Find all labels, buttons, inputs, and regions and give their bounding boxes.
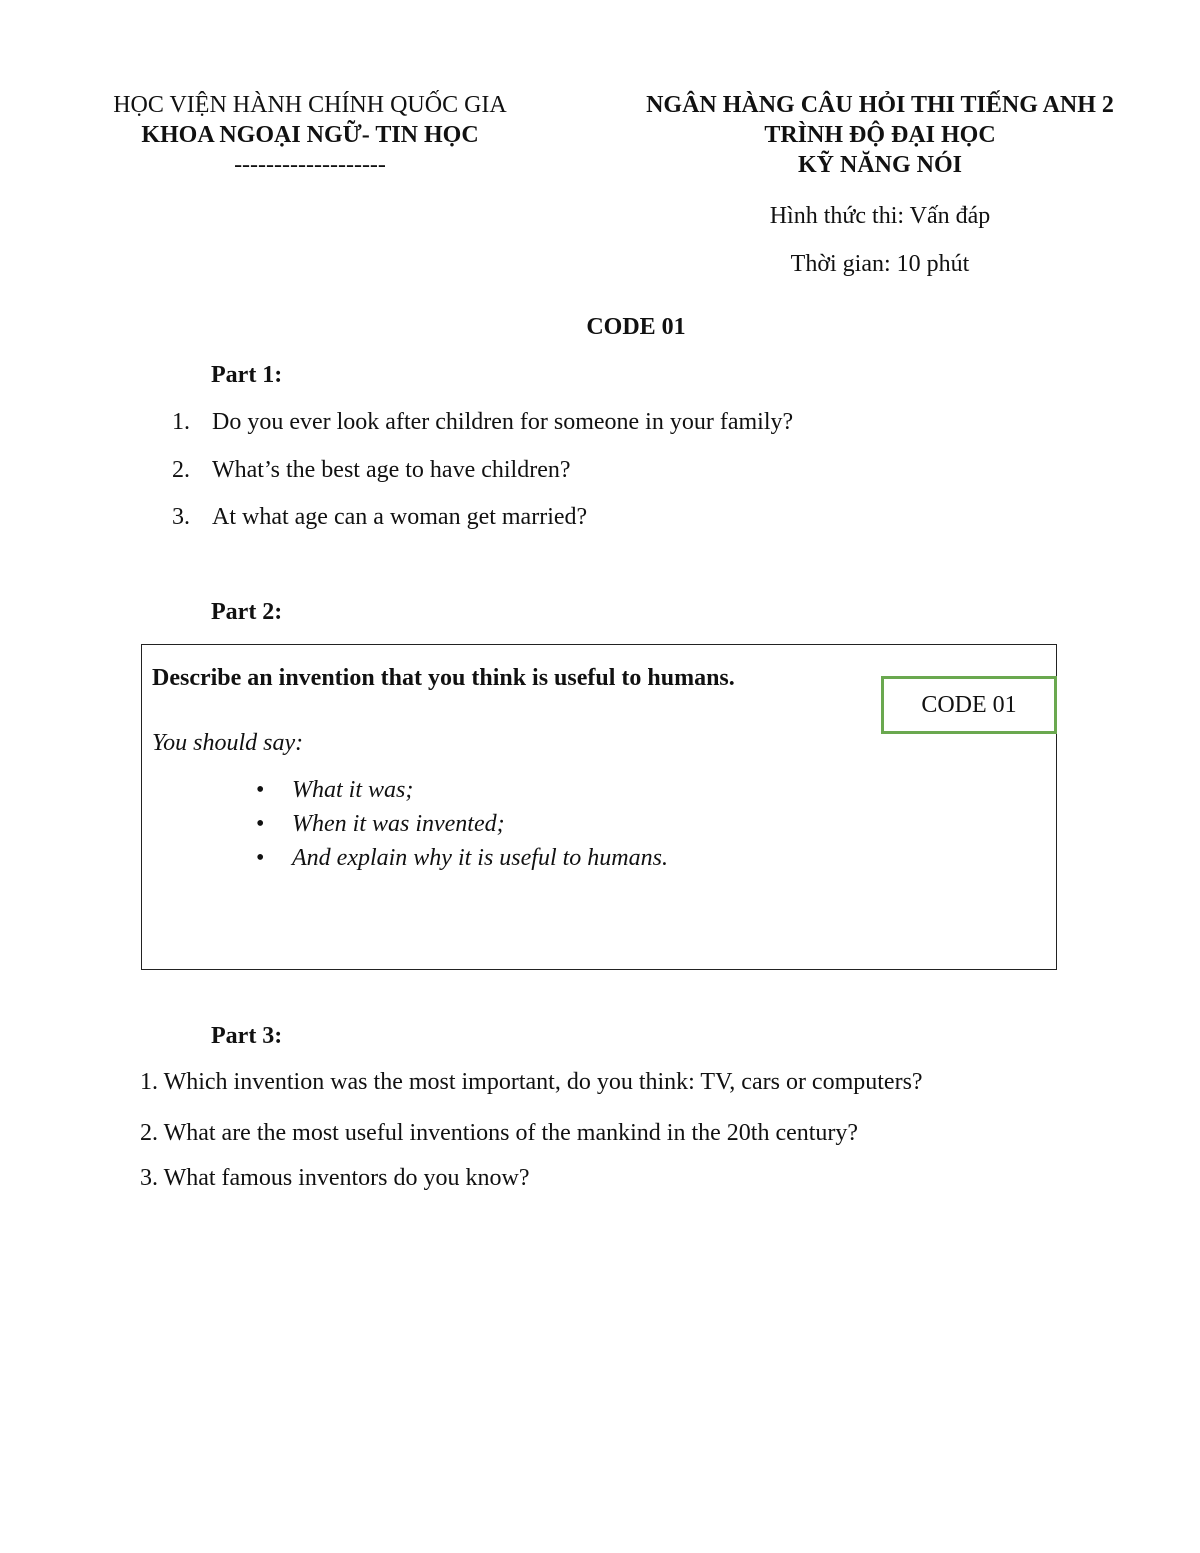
code-badge: CODE 01 <box>881 676 1057 734</box>
code-title: CODE 01 <box>586 314 686 340</box>
bullet-icon: • <box>256 777 265 803</box>
part3-label: Part 3: <box>211 1023 283 1049</box>
level-title: TRÌNH ĐỘ ĐẠI HỌC <box>764 122 996 148</box>
bullet-icon: • <box>256 811 265 837</box>
bullet-text: What it was; <box>292 777 414 803</box>
list-item <box>172 409 793 436</box>
exam-form: Hình thức thi: Vấn đáp <box>769 203 991 229</box>
question-number: 1. <box>172 409 190 435</box>
part2-label: Part 2: <box>211 599 283 625</box>
list-item <box>172 504 587 531</box>
question-text: At what age can a woman get married? <box>212 504 588 530</box>
exam-header <box>620 90 1140 288</box>
bullet-icon: • <box>256 845 265 871</box>
question-text: Do you ever look after children for someone in your family? <box>212 409 794 435</box>
faculty-name: KHOA NGOẠI NGỮ- TIN HỌC <box>141 122 479 148</box>
header-divider: ------------------- <box>234 152 386 178</box>
list-item: 3. What famous inventors do you know? <box>140 1165 530 1191</box>
list-item <box>256 845 668 872</box>
list-item: 1. Which invention was the most important, do you think: TV, cars or computers? <box>140 1069 923 1095</box>
bullet-text: And explain why it is useful to humans. <box>292 845 668 871</box>
skill-title: KỸ NĂNG NÓI <box>797 152 962 178</box>
institution-name: HỌC VIỆN HÀNH CHÍNH QUỐC GIA <box>113 92 507 118</box>
cue-card-title: Describe an invention that you think is useful to humans. <box>152 665 735 691</box>
list-item: 2. What are the most useful inventions of the mankind in the 20th century? <box>140 1120 859 1146</box>
list-item <box>256 777 413 804</box>
list-item <box>256 811 505 838</box>
list-item <box>172 457 571 484</box>
exam-time: Thời gian: 10 phút <box>790 251 970 277</box>
institution-header <box>60 90 560 180</box>
question-text: What’s the best age to have children? <box>212 457 571 483</box>
question-number: 3. <box>172 504 190 530</box>
question-bank-title: NGÂN HÀNG CÂU HỎI THI TIẾNG ANH 2 <box>646 92 1114 118</box>
question-number: 2. <box>172 457 190 483</box>
bullet-text: When it was invented; <box>292 811 505 837</box>
cue-card-prompt: You should say: <box>152 730 304 756</box>
part1-label: Part 1: <box>211 362 283 388</box>
